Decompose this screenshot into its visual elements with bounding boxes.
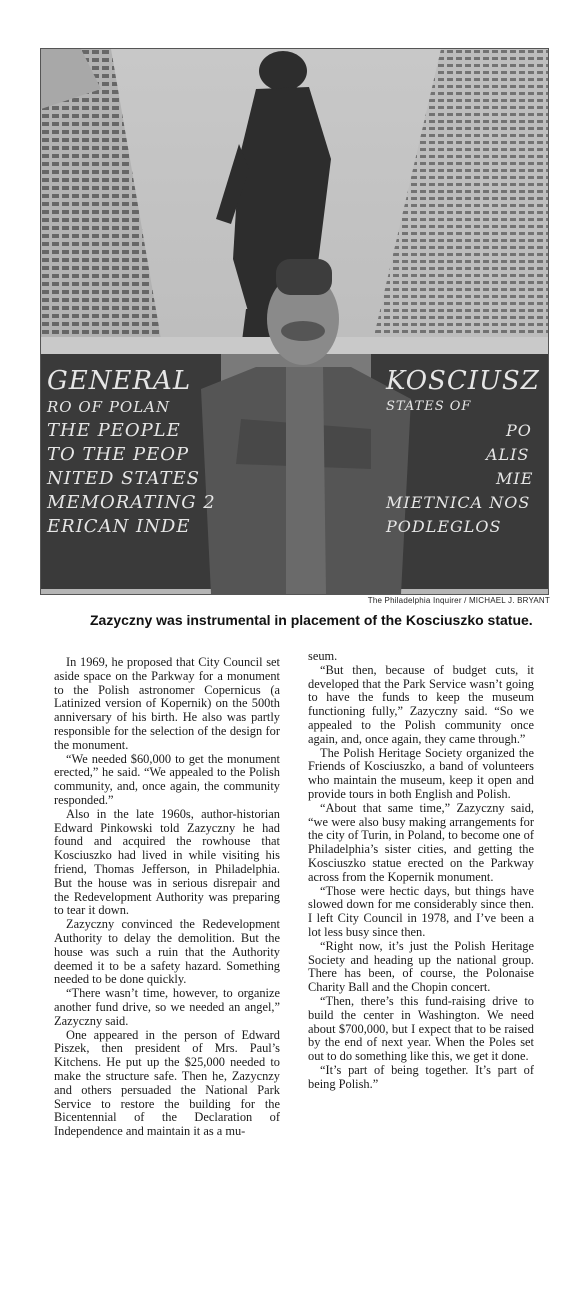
paragraph: “About that same time,” Zazyczny said, “we were also busy making arrangements for the city of Turin, in Poland, to become one of Philadelphia’s sister cities, and getting the Kosciuszko statue erected on the Parkway across from the Kopernik monument. [308, 800, 534, 884]
plaque-line: NITED STATES [47, 468, 201, 489]
plaque-line: ALIS [486, 445, 530, 464]
paragraph: In 1969, he proposed that City Council set aside space on the Parkway for a monument to the Polish astronomer Copernicus (a Latinized version of Kopernik) on the 500th anniversary of his birth. He also was partly responsible for the selection of the design for the monument. [54, 655, 280, 752]
plaque-line: KOSCIUSZ [386, 366, 540, 396]
paragraph: “Then, there’s this fund-raising drive to build the center in Washington. We need about $700,000, but I expect that to be raised by the end of next year. When the Poles set out to do something like this, we get it done. [308, 993, 534, 1064]
article-column-left [54, 656, 280, 1139]
plaque-line: PO [506, 421, 532, 440]
photo-credit: The Philadelphia Inquirer / MICHAEL J. BRYANT [367, 596, 550, 605]
right-plaque-text [386, 367, 546, 539]
caption-text: Zazyczny was instrumental in placement of the Kosciuszko statue. [90, 612, 533, 628]
plaque-line: TO THE PEOP [47, 444, 190, 465]
left-plaque-text [47, 367, 217, 539]
plaque-line: MEMORATING 2 [47, 492, 216, 513]
paragraph: Zazyczny convinced the Redevelopment Authority to delay the demolition. But the house was such a ruin that the Authority deemed it to be a safety hazard. Something needed to be done quickly. [54, 917, 280, 987]
article-column-right [308, 650, 534, 1092]
paragraph: “Right now, it’s just the Polish Heritage Society and heading up the national group. There has been, of course, the Polonaise Charity Ball and the Chopin concert. [308, 938, 534, 995]
paragraph: seum. [308, 649, 338, 663]
plaque-line: GENERAL [47, 366, 192, 396]
paragraph: “Those were hectic days, but things have slowed down for me considerably since then. I left City Council in 1978, and I’ve been a lot less busy since then. [308, 883, 534, 939]
plaque-line: MIETNICA NOS [386, 493, 531, 512]
paragraph: “But then, because of budget cuts, it developed that the Park Service wasn’t going to have the funds to keep the museum functioning fully,” Zazyczny said. “So we appealed to the Polish community once again, and, once again, they came through.” [308, 662, 534, 746]
plaque-line: MIE [496, 469, 534, 488]
paragraph: Also in the late 1960s, author-historian Edward Pinkowski told Zazyczny he had found and acquired the rowhouse that Kosciuszko had lived in while visiting his friend, Thomas Jefferson, in Philadelphia. But the house was in serious disrepair and the Redevelopment Authority was preparing to tear it down. [54, 806, 280, 918]
paragraph: One appeared in the person of Edward Piszek, then president of Mrs. Paul’s Kitchens. He put up the $25,000 needed to make the structure safe. Then he, Zazycnzy and others persuaded the National Park Service to restore the building for the Bicentennial of the Declaration of Independence and maintain it as a mu- [54, 1027, 280, 1139]
paragraph: “It’s part of being together. It’s part of being Polish.” [308, 1062, 534, 1091]
plaque-line: THE PEOPLE [47, 420, 181, 441]
paragraph: “We needed $60,000 to get the monument erected,” he said. “We appealed to the Polish community, and, once again, the community responded.” [54, 751, 280, 807]
plaque-line: RO OF POLAN [47, 398, 171, 416]
plaque-line: STATES OF [386, 399, 472, 414]
news-photo [40, 48, 549, 595]
paragraph: The Polish Heritage Society organized the Friends of Kosciuszko, a band of volunteers who maintain the museum, keep it open and provide tours in both English and Polish. [308, 745, 534, 801]
plaque-line: ERICAN INDE [47, 516, 191, 537]
paragraph: “There wasn’t time, however, to organize another fund drive, so we needed an angel,” Zazyczny said. [54, 986, 280, 1028]
plaque-line: PODLEGLOS [386, 517, 502, 536]
